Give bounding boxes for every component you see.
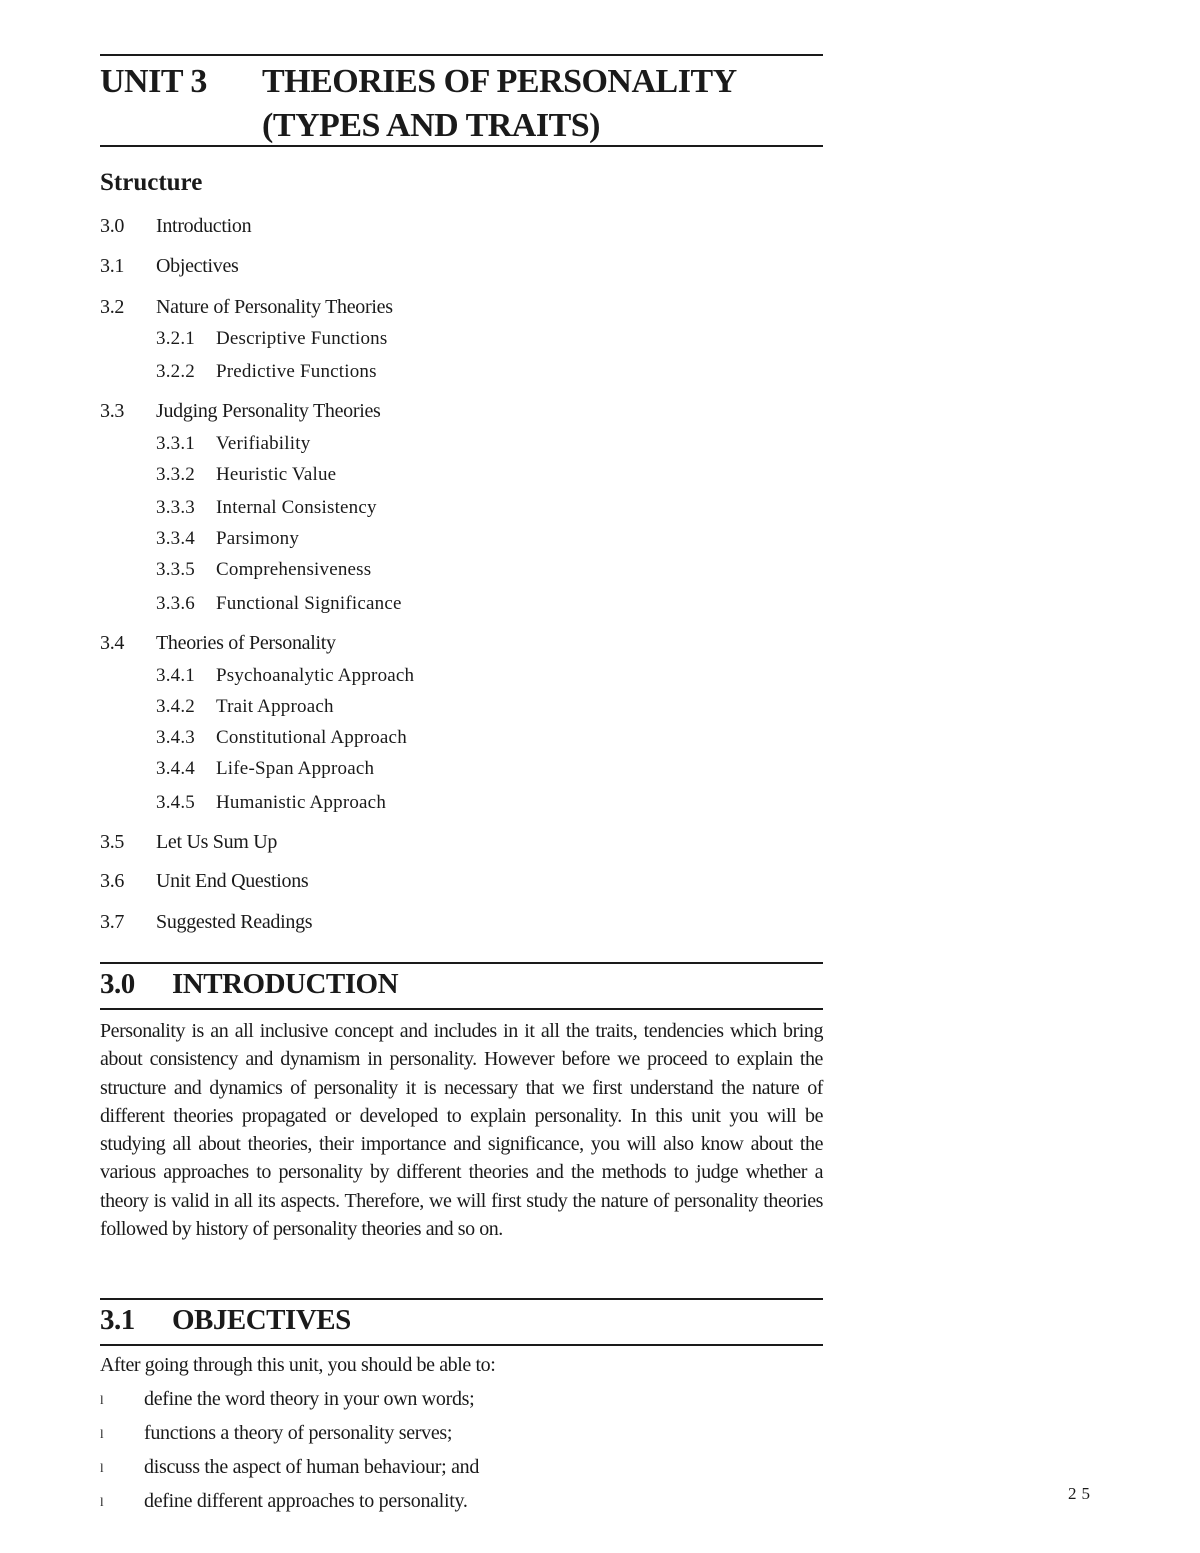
title-line-2: (TYPES AND TRAITS) (262, 107, 601, 144)
unit-label: UNIT 3 (100, 63, 207, 100)
structure-heading: Structure (100, 169, 203, 196)
section-title: INTRODUCTION (172, 968, 399, 1000)
section-title: OBJECTIVES (172, 1304, 351, 1336)
objectives-heading (100, 1304, 351, 1337)
introduction-heading (100, 968, 399, 1001)
objectives-intro: After going through this unit, you should be able to: (100, 1354, 496, 1376)
title-line-1: THEORIES OF PERSONALITY (262, 63, 737, 100)
intro-bottom-rule (100, 1008, 823, 1010)
objectives-bottom-rule (100, 1344, 823, 1346)
section-number: 3.1 (100, 1304, 135, 1336)
introduction-paragraph: Personality is an all inclusive concept and includes in it all the traits, tendencies which bring about consistency and dynamism in personality. However before we proceed to explain the structure and dynamics of personality it is necessary that we first understand the nature of different theories propagated or developed to explain personality. In this unit you will be studying all about theories, their importance and significance, you will also know about the various approaches to personality by different theories and the methods to judge whether a theory is valid in all its aspects. Therefore, we will first study the nature of personality theories followed by history of personality theories and so on. (100, 1020, 823, 1241)
bullet-mark: l (100, 1460, 104, 1475)
objectives-top-rule (100, 1298, 823, 1300)
bullet-mark: l (100, 1392, 104, 1407)
page-number: 25 (1068, 1484, 1095, 1503)
intro-top-rule (100, 962, 823, 964)
bullet-mark: l (100, 1494, 104, 1509)
title-bottom-rule (100, 145, 823, 147)
bullet-mark: l (100, 1426, 104, 1441)
section-number: 3.0 (100, 968, 135, 1000)
top-rule (100, 54, 823, 56)
